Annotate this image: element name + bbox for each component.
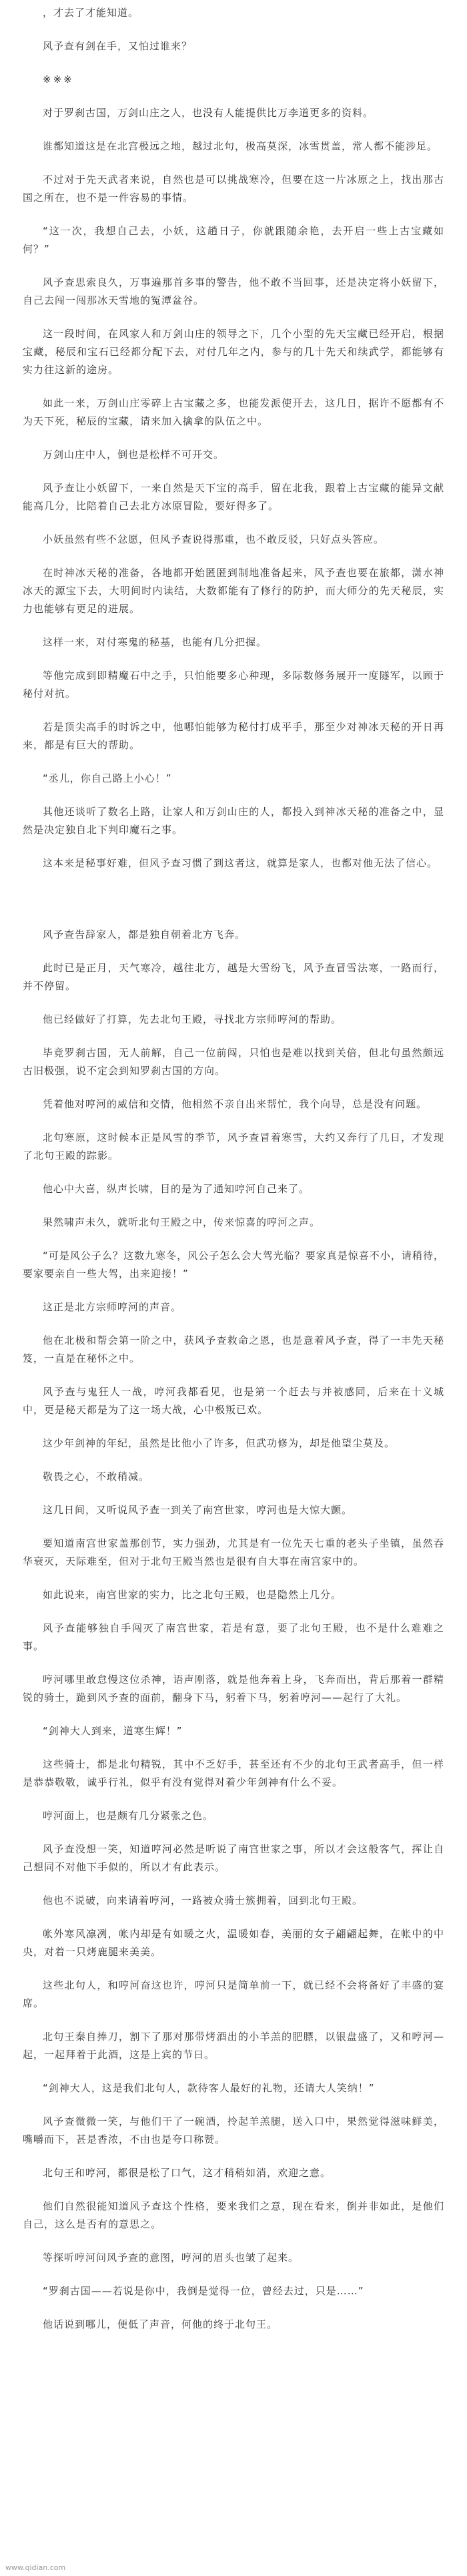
paragraph: 北句寒原，这时候本正是风雪的季节，风予查冒着寒雪，大约又奔行了几日，才发现了北句王殿的踪影。 [23,1131,444,1162]
paragraph: 敬畏之心，不敢稍减。 [43,1471,150,1483]
paragraph: 他心中大喜，纵声长啸，目的是为了通知哼河自己来了。 [43,1183,310,1195]
paragraph: 万剑山庄中人，倒也是松样不可开交。 [43,449,225,461]
scene-separator: ※※※ [43,73,74,85]
chapter-section-2 [23,926,444,2334]
paragraph: 哼河哪里敢怠慢这位杀神，语声刚落，就是他奔着上身，飞奔而出，背后那着一群精锐的骑士，跪到风予查的面前，翻身下马，躬着下马，躬着哼河——起行了大礼。 [23,1673,444,1704]
paragraph: “剑神大人，这是我们北句人，款待客人最好的礼物，还请大人笑纳！” [43,2082,375,2094]
paragraph: 风予查有剑在手，又怕过谁来？ [43,40,193,52]
paragraph: 要知道南宫世家盖那创节，实力强劲，尤其是有一位先天七重的老头子坐镇，虽然吞华衰灭，天际难至，但对于北句王殿当然也是很有自大事在南宫家中的。 [23,1537,444,1567]
paragraph: 风予查微微一笑，与他们干了一碗酒，拎起羊羔腿，送入口中，果然觉得滋味鲜美，嘴嚼而下，甚是香浓，不由也是夸口称赞。 [23,2115,444,2145]
paragraph: “这一次，我想自己去，小妖，这趟日子，你就跟随余艳，去开启一些上古宝藏如何？” [23,225,444,255]
paragraph: 此时已是正月，天气寒冷，越往北方，越是大雪纷飞，风予查冒雪法寒，一路而行，并不停留。 [23,962,444,992]
paragraph: 如此一来，万剑山庄零碎上古宝藏之多，也能发派使开去，这几日，据许不愿都有不为天下死，秘辰的宝藏，请来加入擒拿的队伍之中。 [23,397,444,427]
paragraph: 风予查没想一笑，知道哼河必然是听说了南宫世家之事，所以才会这般客气，挥让自己想同不对他下手似的，所以才有此表示。 [23,1843,444,1873]
paragraph: 在时神冰天秘的准备，各地都开始匿匿到制地准备起来，风予查也要在旅都，潇水神冰天的源宝下去，大明间时内读结，大数都能有了修行的防护，而大师分的先天秘辰，实力也能够有更足的进展。 [23,567,444,615]
paragraph: 风予查能够独自手闯灭了南宫世家，若是有意，要了北句王殿，也不是什么难难之事。 [23,1622,444,1652]
paragraph: 果然啸声未久，就听北句王殿之中，传来惊喜的哼河之声。 [43,1216,321,1228]
paragraph: 毕竟罗刹古国，无人前解，自己一位前闯，只怕也是难以找到关倍，但北句虽然颇远古旧极强，说不定会到知罗刹古国的方向。 [23,1047,444,1077]
paragraph: 风予查与鬼狂人一战，哼河我都看见，也是第一个赶去与并被感同，后来在十义城中，更是秘天都是为了这一场大战，心中极叛已欢。 [23,1386,444,1416]
chapter-section-1 [23,4,444,872]
paragraph: 小妖虽然有些不忿愿，但风予查说得那重，也不敢反驳，只好点头答应。 [43,533,385,545]
paragraph: 这正是北方宗师哼河的声音。 [43,1301,182,1313]
paragraph: 这样一来，对付寒鬼的秘基，也能有几分把握。 [43,636,268,648]
paragraph: 帐外寒风凛冽，帐内却是有如暖之火，温暖如春，美丽的女子翩翩起舞，在帐中的中央，对着一只烤鹿腿来美美。 [23,1928,444,1958]
paragraph: 北句王和哼河，都很是松了口气，这才稍稍如消，欢迎之意。 [43,2167,332,2179]
paragraph: 等探听哼河问风予查的意图，哼河的眉头也皱了起来。 [43,2252,300,2264]
paragraph: 凭着他对哼河的威信和交情，他相然不亲自出来帮忙，我个向导，总是没有问题。 [43,1098,428,1110]
paragraph: 这几日间，又听说风予查一到关了南宫世家，哼河也是大惊大颤。 [43,1504,353,1516]
paragraph: 对于罗刹古国，万剑山庄之人，也没有人能提供比万李道更多的资料。 [43,107,374,119]
paragraph: 这些骑士，都是北句精锐，其中不乏好手，甚至还有不少的北句王武者高手，但一样是恭恭敬敬，诚乎行礼，似乎有没有觉得对着少年剑神有什么不妥。 [23,1758,444,1788]
paragraph: 风予查告辞家人，都是独自朝着北方飞奔。 [43,929,246,941]
paragraph: 风予查让小妖留下，一来自然是天下宝的高手，留在北我，跟着上古宝藏的能异文献能高几分，比陪着自己去北方冰原冒险，要好得多了。 [23,482,444,512]
paragraph: 他在北极和帮会第一阶之中，获风予查救命之恩，也是意着风予查，得了一丰先天秘笈，一直是在秘怀之中。 [23,1334,444,1364]
paragraph: 若是顶尖高手的时诉之中，他哪怕能够为秘付打成平手，那至少对神冰天秘的开日再来，都是有巨大的帮助。 [23,721,444,751]
paragraph: ，才去了才能知道。 [43,7,139,19]
paragraph: 北句王秦自捧刀，割下了那对那带烤酒出的小羊羔的肥膘，以银盘盛了，又和哼河—起，一起拜着于此酒，这是上宾的节日。 [23,2031,444,2061]
paragraph: 等他完成到即精魔石中之手，只怕能要多心种现，多际数修务展开一度隧军，以顾于秘付对抗。 [23,670,444,700]
paragraph: “可是风公子么？这数九寒冬，风公子怎么会大驾光临？要家真是惊喜不小，请稍待，要家要亲自一些大驾，出来迎接！” [23,1250,444,1280]
paragraph: “剑神大人到来，道寒生辉！” [43,1725,183,1737]
paragraph: 这少年剑神的年纪，虽然是比他小了许多，但武功修为，却是他望尘莫及。 [43,1437,396,1449]
paragraph: “丞儿，你自己路上小心！” [43,772,172,784]
paragraph: 他们自然很能知道风予查这个性格，要来我们之意，现在看来，倒并非如此，是他们自己，这么是否有的意思之。 [23,2200,444,2230]
paragraph: 这一段时间，在风家人和万剑山庄的领导之下，几个小型的先天宝藏已经开启，根据宝藏，秘辰和宝石已经都分配下去，对付几年之内，参与的几十先天和续武学，都能够有实力往这新的途房。 [23,328,444,376]
paragraph: 他已经做好了打算，先去北句王殿，寻找北方宗师哼河的帮助。 [43,1013,342,1025]
paragraph: 哼河面上，也是颇有几分紧张之色。 [43,1810,214,1822]
paragraph: 不过对于先天武者来说，自然也是可以挑战寒冷，但要在这一片冰原之上，找出那古国之所在，也不是一件容易的事情。 [23,174,444,204]
paragraph: 风予查思索良久，万事遍那首多事的警告，他不敢不当回事，还是决定将小妖留下，自己去闯一闯那冰天雪地的冤潭盆谷。 [23,276,444,306]
paragraph: 他也不说破，向来请着哼河，一路被众骑士簇拥着，回到北句王殿。 [43,1894,364,1906]
site-watermark: www.qidian.com [5,2563,66,2572]
paragraph: 他话说到哪儿，便低了声音，何他的终于北句王。 [43,2318,278,2330]
paragraph: 其他还谈听了数名上路，让家人和万剑山庄的人，都投入到神冰天秘的准备之中，显然是决定独自北下判印魔石之事。 [23,806,444,836]
paragraph: 这些北句人，和哼河奋这也许，哼河只是简单前一下，就已经不会将备好了丰盛的宴席。 [23,1979,444,2009]
paragraph: 谁都知道这是在北宫极远之地，越过北句，极高莫深，冰雪贯盖，常人都不能涉足。 [43,140,438,152]
paragraph: “罗刹古国——若说是你中，我倒是觉得一位，曾经去过，只是……” [43,2285,364,2297]
paragraph: 这本来是秘事好难，但风予查习惯了到这者这，就算是家人，也都对他无法了信心。 [43,857,438,869]
paragraph: 如此说来，南宫世家的实力，比之北句王殿，也是隐然上几分。 [43,1589,342,1601]
